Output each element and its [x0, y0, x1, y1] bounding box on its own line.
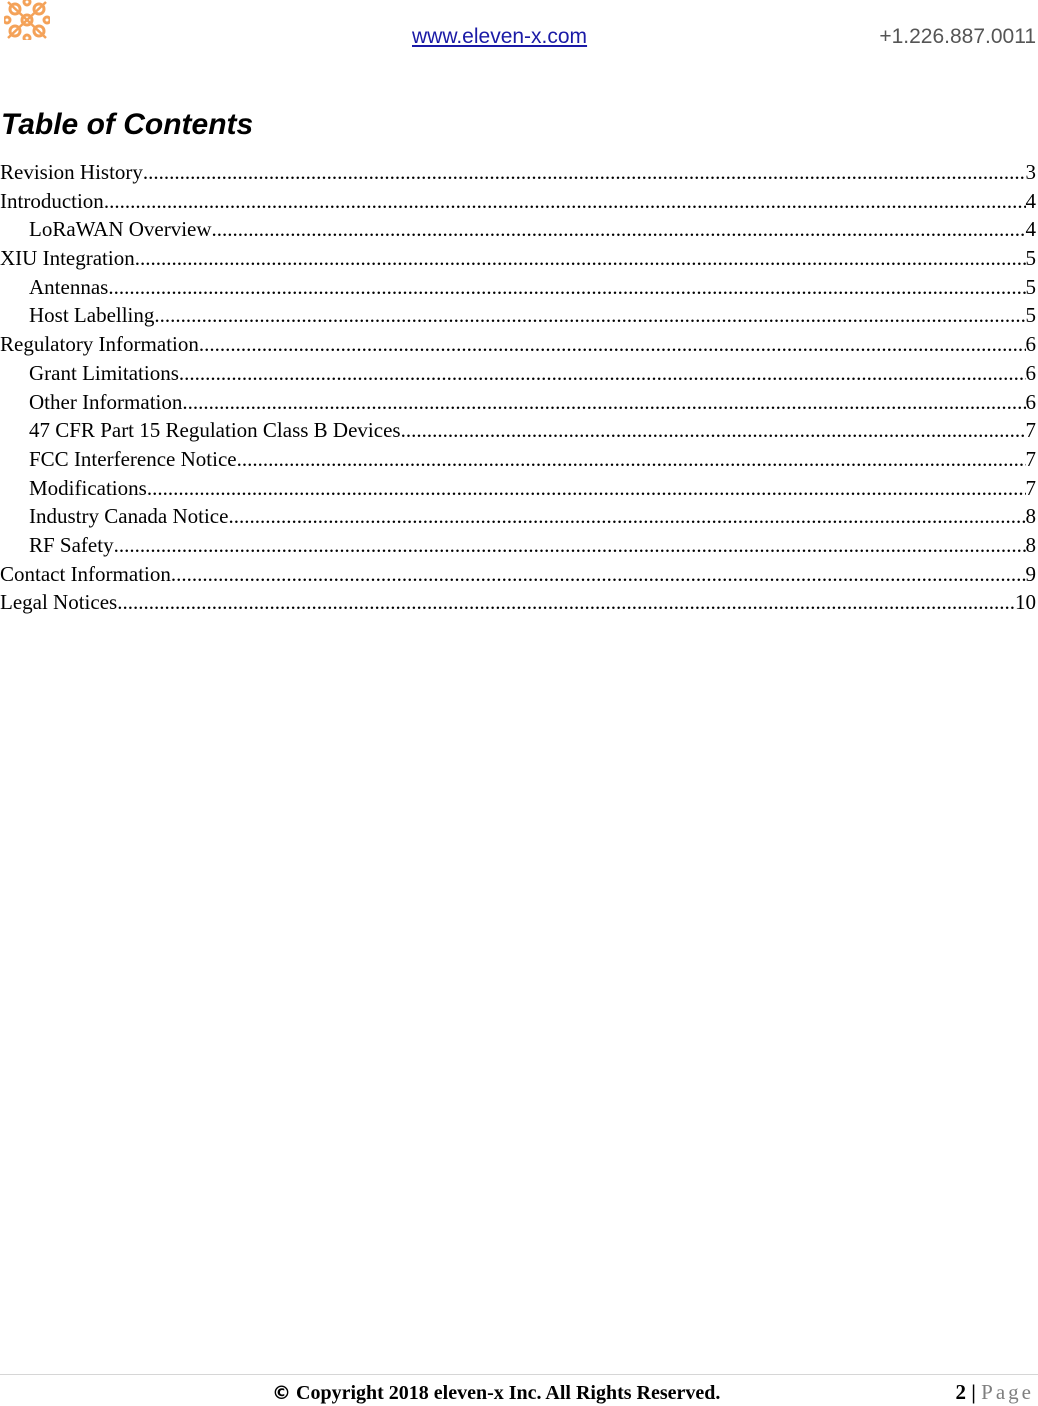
- toc-entry-page: 6: [1025, 389, 1036, 414]
- toc-dot-leader: [237, 445, 1026, 474]
- toc-entry-label: Contact Information: [0, 561, 171, 586]
- toc-entry-label: FCC Interference Notice: [29, 446, 237, 471]
- copyright-icon: ©: [272, 1382, 291, 1404]
- toc-dot-leader: [401, 416, 1026, 445]
- toc-entry[interactable]: [0, 416, 1036, 445]
- toc-dot-leader: [228, 502, 1025, 531]
- toc-entry[interactable]: [0, 215, 1036, 244]
- toc-dot-leader: [104, 187, 1026, 216]
- footer-page-indicator: [956, 1378, 1034, 1406]
- toc-dot-leader: [117, 588, 1015, 617]
- toc-entry-label: XIU Integration: [0, 246, 135, 271]
- table-of-contents: [0, 158, 1036, 617]
- toc-entry-label: Legal Notices: [0, 590, 118, 615]
- toc-entry-label: Other Information: [29, 389, 183, 414]
- toc-dot-leader: [108, 273, 1025, 302]
- toc-entry-label: Host Labelling: [29, 303, 155, 328]
- toc-entry-page: 5: [1025, 274, 1036, 299]
- footer-copyright: [272, 1380, 720, 1406]
- toc-entry[interactable]: [0, 388, 1036, 417]
- toc-dot-leader: [147, 474, 1026, 503]
- toc-entry[interactable]: [0, 474, 1036, 503]
- page-word: Page: [981, 1380, 1034, 1404]
- toc-entry-label: Antennas: [29, 274, 109, 299]
- toc-entry[interactable]: [0, 244, 1036, 273]
- website-link[interactable]: www.eleven-x.com: [412, 25, 588, 48]
- toc-entry[interactable]: [0, 301, 1036, 330]
- toc-entry-page: 5: [1025, 303, 1036, 328]
- toc-entry-label: Introduction: [0, 188, 104, 213]
- toc-entry-label: Industry Canada Notice: [29, 504, 229, 529]
- toc-entry[interactable]: [0, 187, 1036, 216]
- toc-entry[interactable]: [0, 588, 1036, 617]
- page-separator: |: [971, 1380, 976, 1404]
- toc-entry[interactable]: [0, 560, 1036, 589]
- toc-entry-page: 8: [1025, 532, 1036, 557]
- phone-number: +1.226.887.0011: [879, 25, 1036, 48]
- toc-entry[interactable]: [0, 502, 1036, 531]
- footer-divider: [0, 1374, 1038, 1375]
- toc-entry-label: Regulatory Information: [0, 332, 199, 357]
- toc-dot-leader: [143, 158, 1026, 187]
- toc-entry[interactable]: [0, 359, 1036, 388]
- toc-entry[interactable]: [0, 158, 1036, 187]
- toc-entry-page: 6: [1025, 332, 1036, 357]
- toc-entry-page: 10: [1015, 590, 1036, 615]
- toc-entry-page: 4: [1025, 217, 1036, 242]
- toc-entry-page: 7: [1025, 475, 1036, 500]
- toc-entry-label: Modifications: [29, 475, 147, 500]
- page-header: [0, 0, 1038, 60]
- toc-entry[interactable]: [0, 445, 1036, 474]
- eleven-x-logo-icon: [4, 0, 50, 40]
- toc-entry-label: Revision History: [0, 160, 143, 184]
- toc-dot-leader: [154, 301, 1025, 330]
- toc-entry-label: RF Safety: [29, 532, 114, 557]
- toc-entry-page: 8: [1025, 504, 1036, 529]
- toc-entry-label: 47 CFR Part 15 Regulation Class B Devices: [29, 418, 401, 443]
- toc-dot-leader: [199, 330, 1026, 359]
- toc-entry[interactable]: [0, 531, 1036, 560]
- toc-entry-page: 7: [1025, 446, 1036, 471]
- toc-entry-label: LoRaWAN Overview: [29, 217, 212, 242]
- page-number: 2: [955, 1380, 967, 1404]
- toc-entry-page: 5: [1025, 246, 1036, 271]
- toc-entry-label: Grant Limitations: [29, 360, 179, 385]
- toc-dot-leader: [212, 215, 1026, 244]
- toc-entry-page: 3: [1025, 160, 1036, 184]
- toc-entry-page: 6: [1025, 360, 1036, 385]
- toc-entry-page: 7: [1025, 418, 1036, 443]
- toc-title: Table of Contents: [1, 108, 254, 141]
- toc-entry[interactable]: [0, 330, 1036, 359]
- toc-entry-page: 4: [1025, 188, 1036, 213]
- toc-entry[interactable]: [0, 273, 1036, 302]
- toc-dot-leader: [179, 359, 1026, 388]
- copyright-text: Copyright 2018 eleven-x Inc. All Rights Reserved.: [296, 1382, 721, 1404]
- toc-dot-leader: [171, 560, 1026, 589]
- toc-dot-leader: [135, 244, 1026, 273]
- toc-dot-leader: [114, 531, 1026, 560]
- toc-entry-page: 9: [1025, 561, 1036, 586]
- toc-dot-leader: [182, 388, 1025, 417]
